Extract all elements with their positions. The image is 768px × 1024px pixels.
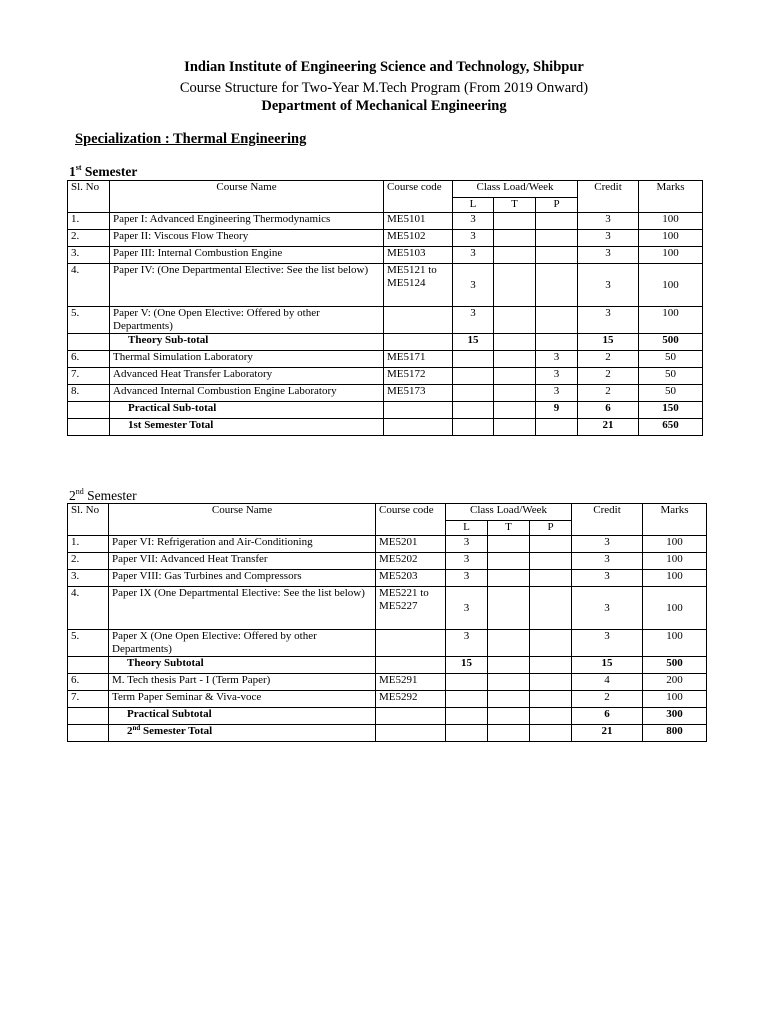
marks-cell: 100 [643, 691, 707, 708]
marks-cell: 100 [643, 536, 707, 553]
practical-hours-cell: 3 [536, 385, 578, 402]
lecture-hours-cell: 3 [446, 570, 488, 587]
course-code-cell [376, 725, 446, 742]
credit-cell: 6 [578, 402, 639, 419]
tutorial-hours-cell [488, 587, 530, 630]
tutorial-hours-cell [494, 351, 536, 368]
course-name-cell: Paper IX (One Departmental Elective: See the list below) [109, 587, 376, 630]
lecture-hours-cell [453, 419, 494, 436]
sl-no-cell: 8. [68, 385, 110, 402]
tutorial-hours-cell [488, 630, 530, 657]
tutorial-hours-cell [488, 708, 530, 725]
practical-hours-cell [530, 708, 572, 725]
credit-cell: 4 [572, 674, 643, 691]
course-code-cell [376, 630, 446, 657]
credit-cell: 3 [578, 247, 639, 264]
class-load-header: Class Load/Week [453, 181, 578, 198]
credit-cell: 6 [572, 708, 643, 725]
sl-no-cell: 7. [68, 368, 110, 385]
sl-no-cell: 4. [68, 264, 110, 307]
practical-hours-cell [530, 674, 572, 691]
credit-header: Credit [578, 181, 639, 213]
sl-no-cell: 5. [68, 630, 109, 657]
credit-cell: 2 [578, 368, 639, 385]
t-header: T [494, 198, 536, 213]
course-row [68, 385, 703, 402]
tutorial-hours-cell [494, 385, 536, 402]
course-row [68, 630, 707, 657]
credit-cell: 2 [572, 691, 643, 708]
course-code-cell: ME5171 [384, 351, 453, 368]
credit-cell: 3 [572, 570, 643, 587]
tutorial-hours-cell [488, 691, 530, 708]
course-code-cell [384, 402, 453, 419]
credit-cell: 3 [572, 553, 643, 570]
marks-cell: 50 [639, 351, 703, 368]
tutorial-hours-cell [494, 402, 536, 419]
course-code-cell: ME5292 [376, 691, 446, 708]
sl-no-cell: 2. [68, 230, 110, 247]
credit-cell: 2 [578, 351, 639, 368]
tutorial-hours-cell [494, 368, 536, 385]
course-row [68, 264, 703, 307]
course-name-cell: Paper III: Internal Combustion Engine [110, 247, 384, 264]
tutorial-hours-cell [494, 419, 536, 436]
course-name-header: Course Name [109, 504, 376, 536]
practical-hours-cell: 3 [536, 368, 578, 385]
sl-no-cell: 1. [68, 536, 109, 553]
t-header: T [488, 521, 530, 536]
marks-header: Marks [639, 181, 703, 213]
marks-cell: 50 [639, 368, 703, 385]
sl-no-header: Sl. No [68, 504, 109, 536]
course-code-cell: ME5173 [384, 385, 453, 402]
practical-hours-cell [530, 691, 572, 708]
semester-1-table [67, 180, 703, 436]
subtotal-row [68, 419, 703, 436]
semester-1-heading: 1st Semester [69, 163, 138, 179]
sl-no-cell: 2. [68, 553, 109, 570]
credit-cell: 21 [572, 725, 643, 742]
marks-cell: 50 [639, 385, 703, 402]
practical-hours-cell: 9 [536, 402, 578, 419]
practical-hours-cell [530, 657, 572, 674]
course-code-cell: ME5121 to ME5124 [384, 264, 453, 307]
practical-hours-cell: 3 [536, 351, 578, 368]
credit-cell: 2 [578, 385, 639, 402]
course-name-cell: Term Paper Seminar & Viva-voce [109, 691, 376, 708]
marks-cell: 650 [639, 419, 703, 436]
tutorial-hours-cell [488, 570, 530, 587]
semester-total-row [68, 725, 707, 742]
credit-cell: 3 [572, 630, 643, 657]
course-name-cell: 1st Semester Total [110, 419, 384, 436]
tutorial-hours-cell [494, 307, 536, 334]
course-code-cell [384, 419, 453, 436]
course-name-cell: Practical Sub-total [110, 402, 384, 419]
lecture-hours-cell [446, 691, 488, 708]
credit-cell: 3 [572, 536, 643, 553]
course-name-cell: Paper IV: (One Departmental Elective: See the list below) [110, 264, 384, 307]
lecture-hours-cell: 3 [453, 247, 494, 264]
course-row [68, 247, 703, 264]
course-name-cell: Thermal Simulation Laboratory [110, 351, 384, 368]
credit-cell: 3 [578, 307, 639, 334]
tutorial-hours-cell [488, 553, 530, 570]
marks-cell: 100 [639, 230, 703, 247]
tutorial-hours-cell [494, 264, 536, 307]
lecture-hours-cell: 3 [453, 264, 494, 307]
course-name-cell: Paper X (One Open Elective: Offered by other Departments) [109, 630, 376, 657]
total-label-num: 2 [127, 725, 133, 737]
tutorial-hours-cell [494, 230, 536, 247]
lecture-hours-cell [446, 674, 488, 691]
practical-hours-cell [536, 334, 578, 351]
marks-cell: 200 [643, 674, 707, 691]
lecture-hours-cell: 3 [446, 536, 488, 553]
course-name-cell: Advanced Heat Transfer Laboratory [110, 368, 384, 385]
course-code-cell [384, 334, 453, 351]
course-name-cell: Paper VII: Advanced Heat Transfer [109, 553, 376, 570]
course-row [68, 553, 707, 570]
course-name-cell: Paper II: Viscous Flow Theory [110, 230, 384, 247]
course-code-cell [376, 708, 446, 725]
credit-cell: 3 [578, 230, 639, 247]
course-row [68, 674, 707, 691]
course-code-cell [376, 657, 446, 674]
marks-cell: 500 [639, 334, 703, 351]
practical-hours-cell [530, 725, 572, 742]
course-code-header: Course code [384, 181, 453, 213]
lecture-hours-cell: 3 [446, 587, 488, 630]
course-name-cell: Theory Subtotal [109, 657, 376, 674]
lecture-hours-cell: 15 [453, 334, 494, 351]
practical-hours-cell [536, 213, 578, 230]
l-header: L [446, 521, 488, 536]
p-header: P [536, 198, 578, 213]
lecture-hours-cell [446, 708, 488, 725]
tutorial-hours-cell [494, 213, 536, 230]
tutorial-hours-cell [488, 674, 530, 691]
sl-no-cell [68, 334, 110, 351]
marks-cell: 800 [643, 725, 707, 742]
course-code-cell [384, 307, 453, 334]
course-name-cell: Paper V: (One Open Elective: Offered by other Departments) [110, 307, 384, 334]
marks-cell: 300 [643, 708, 707, 725]
department-title: Department of Mechanical Engineering [261, 98, 507, 114]
course-code-cell: ME5103 [384, 247, 453, 264]
credit-header: Credit [572, 504, 643, 536]
course-row [68, 536, 707, 553]
sl-no-header: Sl. No [68, 181, 110, 213]
lecture-hours-cell [453, 368, 494, 385]
marks-cell: 500 [643, 657, 707, 674]
sl-no-cell [68, 708, 109, 725]
practical-hours-cell [536, 419, 578, 436]
p-header: P [530, 521, 572, 536]
course-code-cell: ME5291 [376, 674, 446, 691]
course-row [68, 307, 703, 334]
marks-header: Marks [643, 504, 707, 536]
sl-no-cell [68, 657, 109, 674]
subtotal-row [68, 708, 707, 725]
lecture-hours-cell [453, 385, 494, 402]
lecture-hours-cell [453, 402, 494, 419]
course-code-cell: ME5202 [376, 553, 446, 570]
sl-no-cell [68, 725, 109, 742]
course-name-cell: Advanced Internal Combustion Engine Laboratory [110, 385, 384, 402]
tutorial-hours-cell [494, 247, 536, 264]
practical-hours-cell [530, 630, 572, 657]
course-code-cell: ME5201 [376, 536, 446, 553]
tutorial-hours-cell [488, 536, 530, 553]
practical-hours-cell [530, 553, 572, 570]
course-row [68, 368, 703, 385]
course-row [68, 691, 707, 708]
lecture-hours-cell [453, 351, 494, 368]
practical-hours-cell [530, 587, 572, 630]
sl-no-cell: 3. [68, 247, 110, 264]
course-name-cell: Theory Sub-total [110, 334, 384, 351]
subtotal-row [68, 402, 703, 419]
sl-no-cell: 6. [68, 674, 109, 691]
credit-cell: 3 [572, 587, 643, 630]
institute-title: Indian Institute of Engineering Science and Technology, Shibpur [184, 59, 584, 75]
marks-cell: 100 [639, 213, 703, 230]
marks-cell: 100 [643, 570, 707, 587]
course-name-cell: Paper VI: Refrigeration and Air-Conditioning [109, 536, 376, 553]
marks-cell: 100 [643, 630, 707, 657]
course-row [68, 351, 703, 368]
semester-2-table [67, 503, 707, 742]
credit-cell: 15 [578, 334, 639, 351]
sl-no-cell: 7. [68, 691, 109, 708]
course-code-cell: ME5172 [384, 368, 453, 385]
specialization-heading: Specialization : Thermal Engineering [75, 131, 307, 147]
sl-no-cell [68, 402, 110, 419]
lecture-hours-cell: 3 [446, 553, 488, 570]
lecture-hours-cell: 3 [453, 213, 494, 230]
course-code-cell: ME5221 to ME5227 [376, 587, 446, 630]
marks-cell: 100 [639, 264, 703, 307]
practical-hours-cell [530, 536, 572, 553]
sl-no-cell: 1. [68, 213, 110, 230]
course-name-header: Course Name [110, 181, 384, 213]
sl-no-cell: 6. [68, 351, 110, 368]
lecture-hours-cell: 3 [453, 307, 494, 334]
course-row [68, 570, 707, 587]
sl-no-cell: 3. [68, 570, 109, 587]
course-code-cell: ME5203 [376, 570, 446, 587]
course-code-header: Course code [376, 504, 446, 536]
credit-cell: 15 [572, 657, 643, 674]
credit-cell: 3 [578, 264, 639, 307]
sl-no-cell: 4. [68, 587, 109, 630]
credit-cell: 3 [578, 213, 639, 230]
course-name-cell: Paper I: Advanced Engineering Thermodynamics [110, 213, 384, 230]
marks-cell: 150 [639, 402, 703, 419]
credit-cell: 21 [578, 419, 639, 436]
semester-2-heading: 2nd Semester [69, 487, 137, 503]
tutorial-hours-cell [488, 657, 530, 674]
practical-hours-cell [536, 230, 578, 247]
class-load-header: Class Load/Week [446, 504, 572, 521]
practical-hours-cell [536, 247, 578, 264]
marks-cell: 100 [643, 587, 707, 630]
total-label-sup: nd [132, 724, 141, 732]
subtotal-row [68, 657, 707, 674]
marks-cell: 100 [639, 247, 703, 264]
lecture-hours-cell: 3 [446, 630, 488, 657]
course-code-cell: ME5101 [384, 213, 453, 230]
l-header: L [453, 198, 494, 213]
tutorial-hours-cell [488, 725, 530, 742]
course-row [68, 587, 707, 630]
marks-cell: 100 [639, 307, 703, 334]
course-name-cell: Paper VIII: Gas Turbines and Compressors [109, 570, 376, 587]
course-name-cell: M. Tech thesis Part - I (Term Paper) [109, 674, 376, 691]
course-code-cell: ME5102 [384, 230, 453, 247]
course-name-cell [109, 725, 376, 742]
lecture-hours-cell: 15 [446, 657, 488, 674]
subtotal-row [68, 334, 703, 351]
course-row [68, 230, 703, 247]
course-name-cell: Practical Subtotal [109, 708, 376, 725]
practical-hours-cell [536, 264, 578, 307]
marks-cell: 100 [643, 553, 707, 570]
sl-no-cell: 5. [68, 307, 110, 334]
sl-no-cell [68, 419, 110, 436]
program-title: Course Structure for Two-Year M.Tech Program (From 2019 Onward) [179, 80, 589, 96]
practical-hours-cell [530, 570, 572, 587]
lecture-hours-cell: 3 [453, 230, 494, 247]
lecture-hours-cell [446, 725, 488, 742]
total-label-rest: Semester Total [140, 725, 213, 737]
course-row [68, 213, 703, 230]
tutorial-hours-cell [494, 334, 536, 351]
practical-hours-cell [536, 307, 578, 334]
